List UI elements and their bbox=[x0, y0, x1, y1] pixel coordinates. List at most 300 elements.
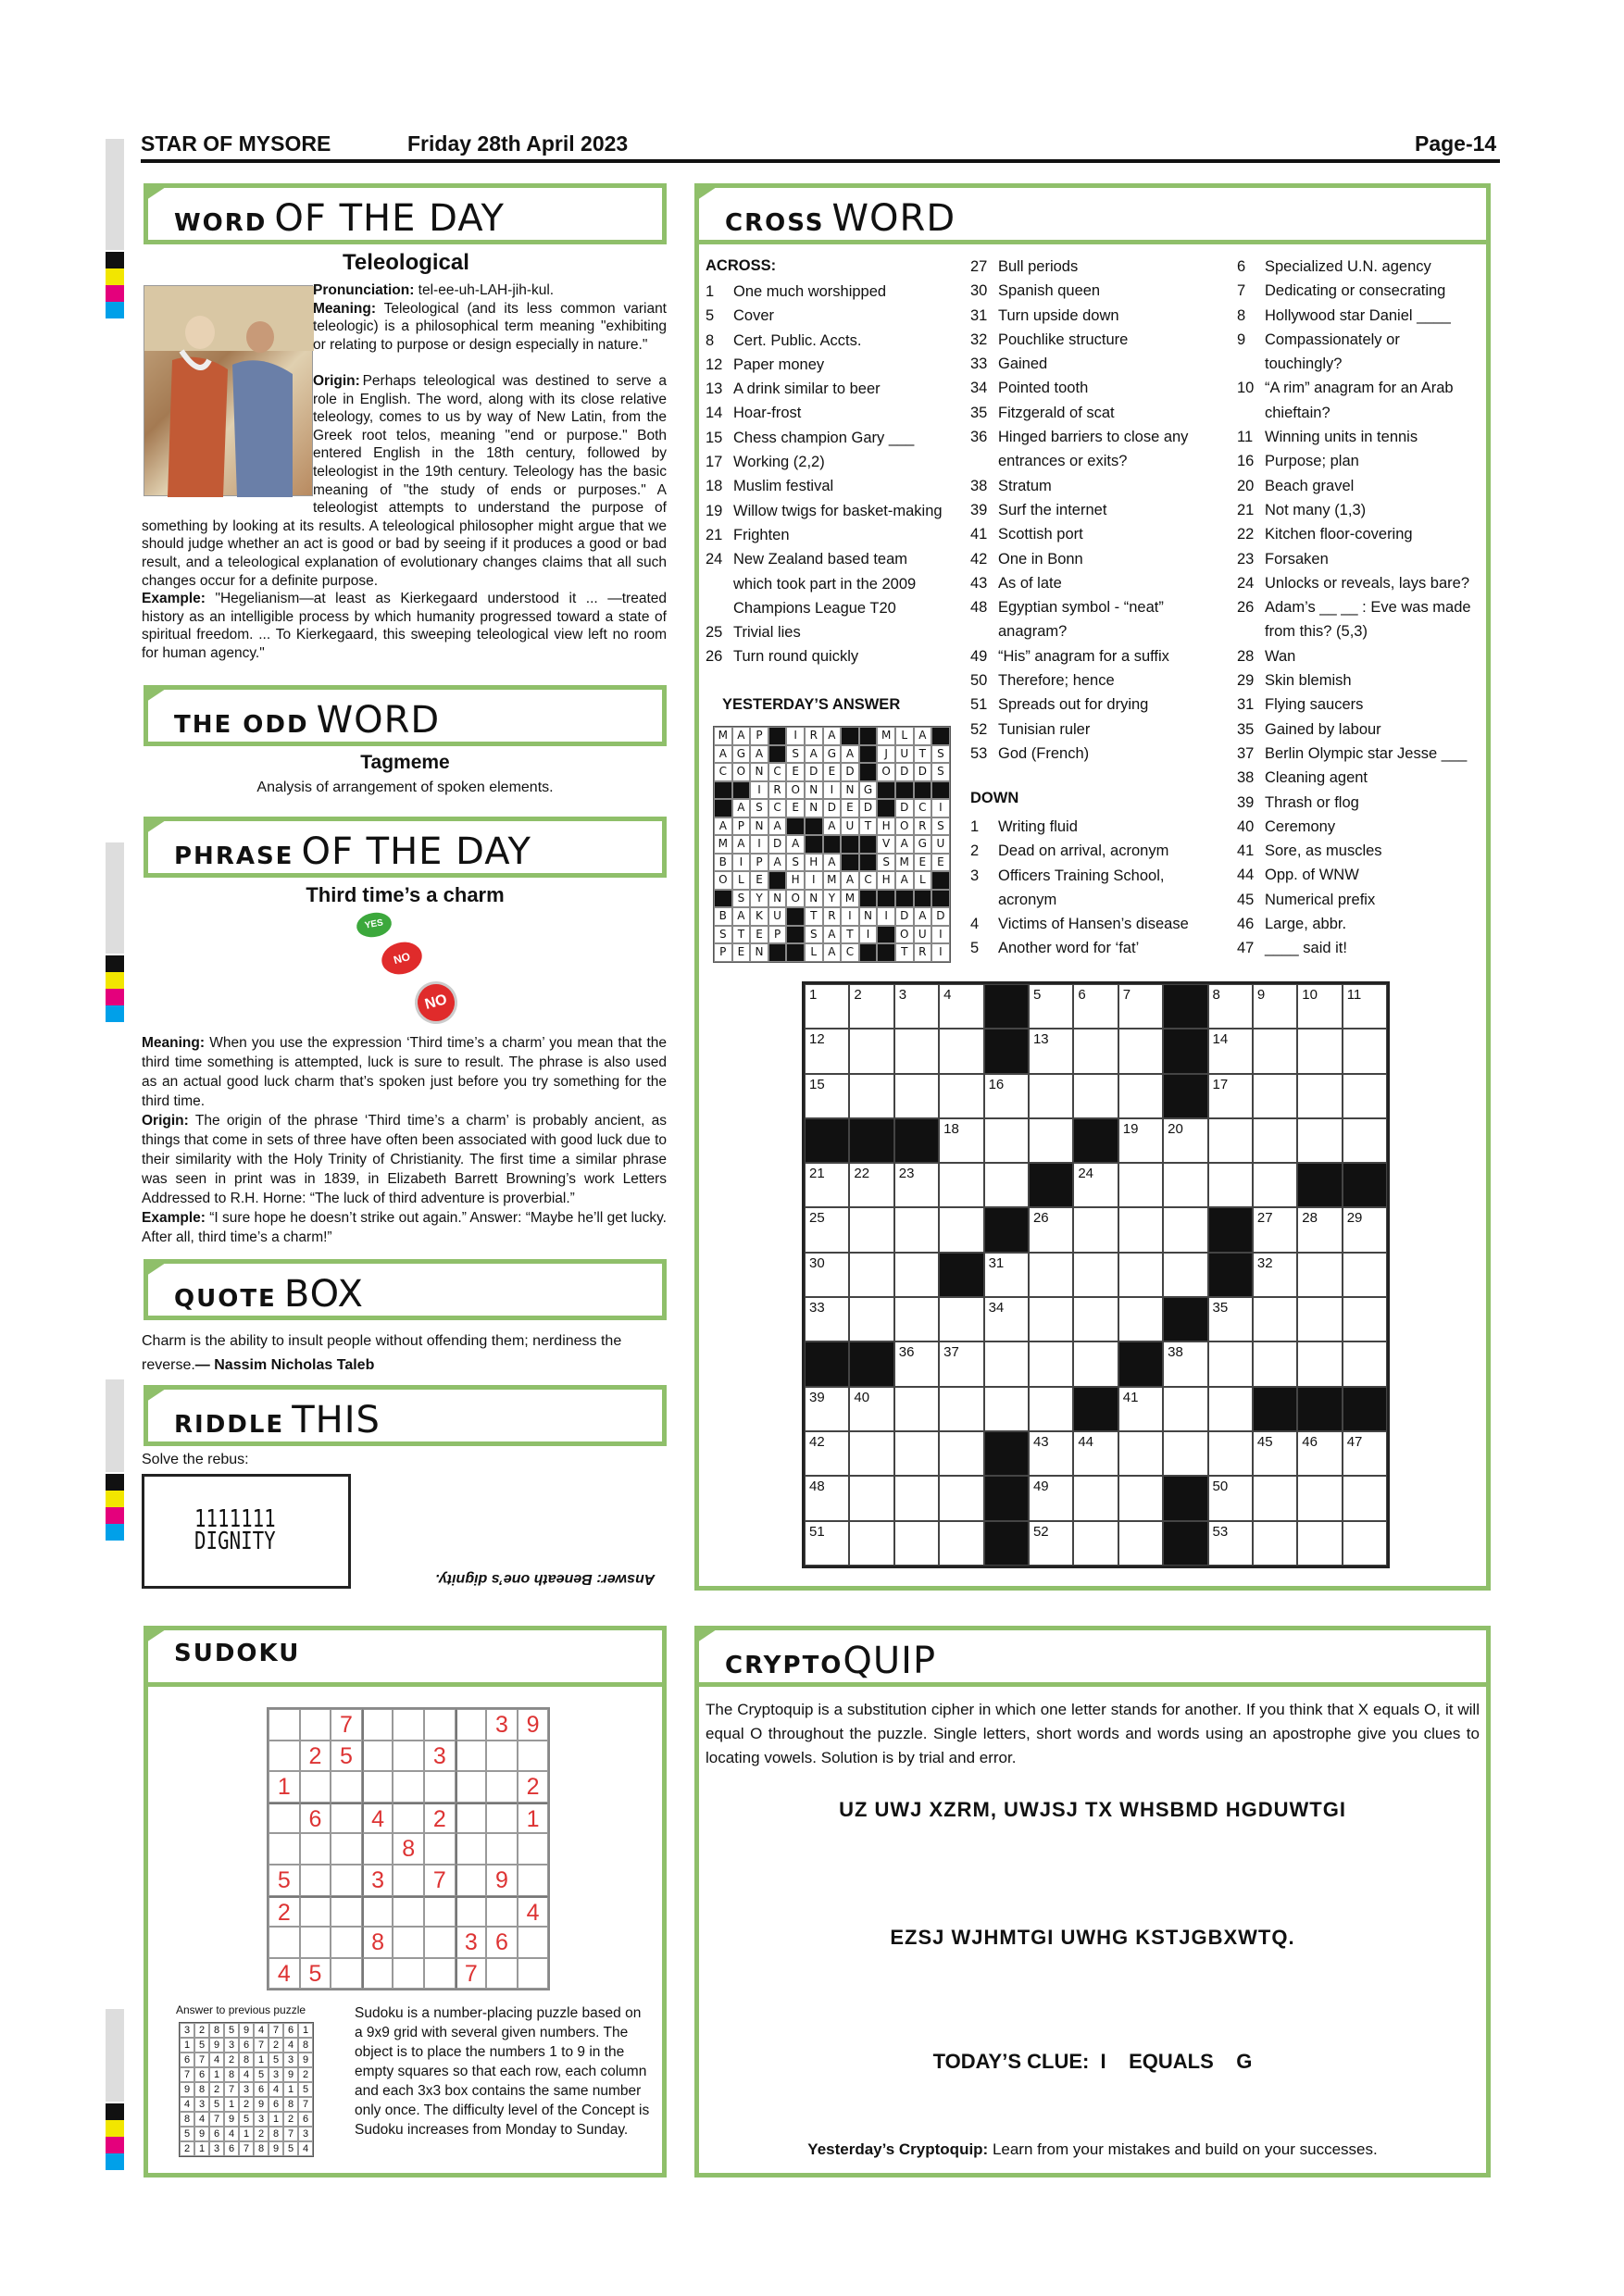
sudoku-cell[interactable]: 1 bbox=[518, 1803, 549, 1834]
sudoku-cell[interactable]: 7 bbox=[456, 1958, 487, 1990]
sudoku-cell[interactable] bbox=[300, 1865, 331, 1896]
crossword-cell[interactable] bbox=[1163, 1207, 1207, 1252]
answer-cell bbox=[841, 835, 859, 854]
sudoku-cell[interactable] bbox=[331, 1771, 362, 1803]
crossword-cell[interactable] bbox=[1297, 1074, 1342, 1118]
crossword-cell[interactable] bbox=[894, 1431, 939, 1476]
crossword-cell[interactable] bbox=[1253, 1118, 1297, 1163]
crossword-cell[interactable]: 8 bbox=[1208, 984, 1253, 1029]
crossword-cell[interactable] bbox=[1253, 1297, 1297, 1341]
crossword-cell[interactable]: 28 bbox=[1297, 1207, 1342, 1252]
answer-cell: O bbox=[877, 763, 895, 781]
crossword-cell[interactable] bbox=[939, 1476, 983, 1520]
black-square bbox=[1297, 1163, 1342, 1207]
clue-row: 47 ____ said it! bbox=[1237, 940, 1347, 957]
sudoku-cell[interactable]: 2 bbox=[424, 1803, 456, 1834]
crossword-cell[interactable] bbox=[1073, 1297, 1118, 1341]
crossword-cell[interactable] bbox=[1029, 1074, 1073, 1118]
crossword-cell[interactable] bbox=[1073, 1476, 1118, 1520]
sudoku-cell[interactable] bbox=[518, 1958, 549, 1990]
crossword-cell[interactable]: 42 bbox=[805, 1431, 849, 1476]
crossword-cell[interactable] bbox=[1343, 1521, 1387, 1566]
sudoku-cell[interactable] bbox=[518, 1865, 549, 1896]
crossword-cell[interactable] bbox=[894, 1297, 939, 1341]
crossword-cell[interactable]: 40 bbox=[849, 1387, 893, 1431]
crossword-cell[interactable] bbox=[1118, 1431, 1163, 1476]
clue-row: 40 Ceremony bbox=[1237, 817, 1336, 835]
section-head-cryptoquip: CRYPTOQUIP bbox=[694, 1626, 1491, 1687]
crossword-cell[interactable] bbox=[1208, 1341, 1253, 1386]
crossword-cell[interactable] bbox=[984, 1118, 1029, 1163]
clue-row: 32 Pouchlike structure bbox=[970, 331, 1129, 348]
sudoku-cell[interactable] bbox=[486, 1958, 518, 1990]
sudoku-cell[interactable] bbox=[362, 1709, 394, 1741]
sudoku-cell[interactable] bbox=[300, 1896, 331, 1928]
crossword-cell[interactable] bbox=[1253, 1163, 1297, 1207]
answer-cell bbox=[895, 890, 914, 908]
crossword-cell[interactable] bbox=[939, 1029, 983, 1073]
answer-cell: A bbox=[823, 943, 842, 962]
crossword-cell[interactable] bbox=[1343, 1297, 1387, 1341]
answer-cell: H bbox=[805, 854, 823, 872]
crossword-cell[interactable] bbox=[1029, 1387, 1073, 1431]
crossword-cell[interactable]: 3 bbox=[894, 984, 939, 1029]
crossword-cell[interactable] bbox=[894, 1521, 939, 1566]
crossword-cell[interactable] bbox=[1118, 1521, 1163, 1566]
crossword-cell[interactable] bbox=[939, 1163, 983, 1207]
sudoku-cell[interactable]: 7 bbox=[331, 1709, 362, 1741]
sudoku-cell[interactable] bbox=[362, 1833, 394, 1865]
sudoku-cell[interactable] bbox=[424, 1771, 456, 1803]
crossword-cell[interactable] bbox=[849, 1253, 893, 1297]
crossword-cell[interactable] bbox=[939, 1297, 983, 1341]
crossword-cell[interactable] bbox=[939, 1431, 983, 1476]
crossword-cell[interactable] bbox=[849, 1207, 893, 1252]
answer-cell: B bbox=[714, 907, 732, 926]
sudoku-cell[interactable]: 3 bbox=[486, 1709, 518, 1741]
sudoku-cell[interactable] bbox=[424, 1958, 456, 1990]
sudoku-cell[interactable] bbox=[269, 1833, 300, 1865]
crossword-cell[interactable] bbox=[894, 1476, 939, 1520]
crossword-cell[interactable] bbox=[849, 1521, 893, 1566]
crossword-cell[interactable] bbox=[849, 1297, 893, 1341]
sudoku-cell[interactable] bbox=[362, 1771, 394, 1803]
answer-cell: D bbox=[805, 763, 823, 781]
sudoku-cell[interactable] bbox=[456, 1709, 487, 1741]
crossword-cell[interactable] bbox=[1029, 1118, 1073, 1163]
crossword-cell[interactable] bbox=[1118, 1297, 1163, 1341]
crossword-cell[interactable] bbox=[1029, 1297, 1073, 1341]
crossword-cell[interactable]: 18 bbox=[939, 1118, 983, 1163]
crossword-cell[interactable] bbox=[984, 1163, 1029, 1207]
sudoku-cell[interactable] bbox=[393, 1709, 424, 1741]
sudoku-cell[interactable] bbox=[362, 1896, 394, 1928]
sudoku-cell[interactable]: 9 bbox=[518, 1709, 549, 1741]
crossword-cell[interactable] bbox=[849, 1476, 893, 1520]
crossword-cell[interactable] bbox=[939, 1074, 983, 1118]
clue-row: 48 Egyptian symbol - “neat” bbox=[970, 599, 1164, 617]
answer-cell: S bbox=[732, 890, 751, 908]
crossword-cell[interactable] bbox=[1343, 1029, 1387, 1073]
sudoku-cell[interactable] bbox=[331, 1927, 362, 1958]
crossword-cell[interactable] bbox=[1297, 1118, 1342, 1163]
crossword-cell[interactable] bbox=[1029, 1341, 1073, 1386]
sudoku-cell[interactable] bbox=[456, 1865, 487, 1896]
answer-cell: H bbox=[877, 871, 895, 890]
crossword-cell[interactable] bbox=[1118, 1074, 1163, 1118]
crossword-cell[interactable]: 34 bbox=[984, 1297, 1029, 1341]
clue-row: 30 Spanish queen bbox=[970, 282, 1101, 300]
answer-cell: 1 bbox=[224, 2097, 239, 2112]
sudoku-cell[interactable]: 2 bbox=[269, 1896, 300, 1928]
sudoku-cell[interactable]: 2 bbox=[518, 1771, 549, 1803]
crossword-cell[interactable] bbox=[1297, 1341, 1342, 1386]
crossword-cell[interactable]: 25 bbox=[805, 1207, 849, 1252]
sudoku-cell[interactable]: 6 bbox=[486, 1927, 518, 1958]
crossword-cell[interactable] bbox=[849, 1431, 893, 1476]
answer-cell: A bbox=[732, 799, 751, 817]
crossword-cell[interactable] bbox=[1297, 1029, 1342, 1073]
sudoku-cell[interactable] bbox=[300, 1833, 331, 1865]
crossword-cell[interactable] bbox=[849, 1029, 893, 1073]
sudoku-cell[interactable]: 1 bbox=[269, 1771, 300, 1803]
crossword-cell[interactable]: 32 bbox=[1253, 1253, 1297, 1297]
crossword-cell[interactable]: 30 bbox=[805, 1253, 849, 1297]
clue-row: 46 Large, abbr. bbox=[1237, 916, 1347, 933]
sudoku-cell[interactable] bbox=[456, 1833, 487, 1865]
answer-cell bbox=[786, 817, 805, 836]
sudoku-cell[interactable]: 5 bbox=[269, 1865, 300, 1896]
sudoku-cell[interactable]: 6 bbox=[300, 1803, 331, 1834]
crossword-cell[interactable] bbox=[1208, 1431, 1253, 1476]
sudoku-cell[interactable] bbox=[456, 1803, 487, 1834]
crossword-cell[interactable] bbox=[1073, 1207, 1118, 1252]
answer-cell: 1 bbox=[254, 2053, 269, 2067]
answer-cell: I bbox=[786, 727, 805, 745]
crossword-cell[interactable]: 6 bbox=[1073, 984, 1118, 1029]
crossword-cell[interactable]: 1 bbox=[805, 984, 849, 1029]
crossword-cell[interactable] bbox=[1118, 1253, 1163, 1297]
sudoku-cell[interactable] bbox=[393, 1958, 424, 1990]
crossword-cell[interactable]: 23 bbox=[894, 1163, 939, 1207]
crossword-cell[interactable] bbox=[1118, 1476, 1163, 1520]
answer-cell: 8 bbox=[298, 2038, 313, 2053]
crossword-cell[interactable] bbox=[1163, 1431, 1207, 1476]
clue-row: 41 Scottish port bbox=[970, 526, 1083, 543]
crossword-cell[interactable]: 46 bbox=[1297, 1431, 1342, 1476]
sudoku-cell[interactable]: 5 bbox=[300, 1958, 331, 1990]
sudoku-cell[interactable] bbox=[300, 1771, 331, 1803]
crossword-cell[interactable]: 24 bbox=[1073, 1163, 1118, 1207]
crossword-cell[interactable]: 47 bbox=[1343, 1431, 1387, 1476]
crossword-cell[interactable]: 51 bbox=[805, 1521, 849, 1566]
crossword-cell[interactable] bbox=[939, 1387, 983, 1431]
answer-cell: 5 bbox=[239, 2112, 254, 2127]
crossword-cell[interactable]: 2 bbox=[849, 984, 893, 1029]
crossword-cell[interactable]: 11 bbox=[1343, 984, 1387, 1029]
crossword-cell[interactable]: 15 bbox=[805, 1074, 849, 1118]
clues-across-col1 bbox=[706, 280, 956, 669]
sudoku-cell[interactable] bbox=[456, 1741, 487, 1772]
crossword-cell[interactable] bbox=[939, 1521, 983, 1566]
crossword-cell[interactable] bbox=[1297, 1476, 1342, 1520]
crossword-cell[interactable]: 48 bbox=[805, 1476, 849, 1520]
crossword-cell[interactable]: 53 bbox=[1208, 1521, 1253, 1566]
sudoku-cell[interactable] bbox=[486, 1896, 518, 1928]
crossword-cell[interactable] bbox=[1343, 1074, 1387, 1118]
answer-cell bbox=[877, 890, 895, 908]
yesterday-answer-grid bbox=[713, 726, 951, 963]
answer-cell: D bbox=[841, 763, 859, 781]
sudoku-cell[interactable]: 2 bbox=[300, 1741, 331, 1772]
crossword-cell[interactable] bbox=[1208, 1163, 1253, 1207]
crossword-cell[interactable] bbox=[984, 1341, 1029, 1386]
crossword-cell[interactable]: 26 bbox=[1029, 1207, 1073, 1252]
crossword-cell[interactable] bbox=[894, 1074, 939, 1118]
sudoku-cell[interactable] bbox=[300, 1709, 331, 1741]
crossword-cell[interactable]: 4 bbox=[939, 984, 983, 1029]
sudoku-cell[interactable] bbox=[486, 1833, 518, 1865]
crossword-cell[interactable]: 16 bbox=[984, 1074, 1029, 1118]
sudoku-cell[interactable]: 3 bbox=[456, 1927, 487, 1958]
answer-cell: 3 bbox=[209, 2141, 224, 2156]
answer-cell bbox=[786, 943, 805, 962]
answer-cell: 2 bbox=[194, 2023, 209, 2038]
answer-cell: O bbox=[786, 781, 805, 800]
answer-cell: R bbox=[768, 781, 787, 800]
sudoku-cell[interactable] bbox=[362, 1741, 394, 1772]
crossword-cell[interactable]: 38 bbox=[1163, 1341, 1207, 1386]
clue-row: 29 Skin blemish bbox=[1237, 672, 1352, 690]
answer-cell: 1 bbox=[269, 2112, 283, 2127]
sudoku-cell[interactable]: 3 bbox=[362, 1865, 394, 1896]
black-square bbox=[1163, 1074, 1207, 1118]
cryptoquip-line-1: UZ UWJ XZRM, UWJSJ TX WHSBMD HGDUWTGI bbox=[839, 1798, 1346, 1821]
answer-cell: N bbox=[805, 781, 823, 800]
answer-cell: D bbox=[895, 799, 914, 817]
sudoku-cell[interactable] bbox=[424, 1709, 456, 1741]
answer-cell bbox=[841, 727, 859, 745]
answer-cell: 1 bbox=[298, 2023, 313, 2038]
crossword-cell[interactable] bbox=[1343, 1253, 1387, 1297]
crossword-cell[interactable] bbox=[1253, 1521, 1297, 1566]
sudoku-cell[interactable] bbox=[486, 1771, 518, 1803]
answer-cell: L bbox=[895, 727, 914, 745]
answer-cell: G bbox=[732, 745, 751, 764]
crossword-cell[interactable]: 31 bbox=[984, 1253, 1029, 1297]
sudoku-cell[interactable] bbox=[393, 1803, 424, 1834]
clue-row: 51 Spreads out for drying bbox=[970, 696, 1149, 714]
answer-cell: A bbox=[714, 745, 732, 764]
sudoku-cell[interactable]: 4 bbox=[518, 1896, 549, 1928]
crossword-cell[interactable]: 45 bbox=[1253, 1431, 1297, 1476]
sudoku-cell[interactable]: 8 bbox=[362, 1927, 394, 1958]
crossword-cell[interactable] bbox=[1343, 1476, 1387, 1520]
sudoku-cell[interactable] bbox=[362, 1958, 394, 1990]
crossword-cell[interactable]: 12 bbox=[805, 1029, 849, 1073]
crossword-cell[interactable]: 41 bbox=[1118, 1387, 1163, 1431]
clue-row: 26 Turn round quickly bbox=[706, 648, 859, 666]
wotd-origin-first: Origin: bbox=[313, 373, 360, 389]
crossword-cell[interactable]: 36 bbox=[894, 1341, 939, 1386]
clue-row: 8 Cert. Public. Accts. bbox=[706, 331, 862, 349]
sudoku-cell[interactable] bbox=[331, 1958, 362, 1990]
crossword-cell[interactable] bbox=[849, 1074, 893, 1118]
crossword-cell[interactable]: 33 bbox=[805, 1297, 849, 1341]
answer-cell: 7 bbox=[239, 2141, 254, 2156]
crossword-cell[interactable] bbox=[1118, 1163, 1163, 1207]
crossword-cell[interactable]: 50 bbox=[1208, 1476, 1253, 1520]
crossword-cell[interactable]: 13 bbox=[1029, 1029, 1073, 1073]
answer-cell bbox=[859, 835, 878, 854]
crossword-cell[interactable] bbox=[1073, 1074, 1118, 1118]
cmyk-mark bbox=[106, 955, 124, 1022]
crossword-cell[interactable] bbox=[1253, 1029, 1297, 1073]
margin-bar bbox=[106, 2009, 124, 2102]
crossword-cell[interactable] bbox=[1029, 1253, 1073, 1297]
clue-row: 16 Purpose; plan bbox=[1237, 453, 1359, 470]
crossword-cell[interactable]: 10 bbox=[1297, 984, 1342, 1029]
sudoku-cell[interactable] bbox=[393, 1771, 424, 1803]
crossword-cell[interactable] bbox=[1253, 1074, 1297, 1118]
answer-cell: U bbox=[914, 926, 932, 944]
crossword-cell[interactable]: 19 bbox=[1118, 1118, 1163, 1163]
sudoku-cell[interactable]: 9 bbox=[486, 1865, 518, 1896]
crossword-cell[interactable]: 17 bbox=[1208, 1074, 1253, 1118]
crossword-cell[interactable]: 21 bbox=[805, 1163, 849, 1207]
crossword-cell[interactable] bbox=[1118, 1029, 1163, 1073]
answer-cell: A bbox=[823, 926, 842, 944]
answer-cell: N bbox=[750, 943, 768, 962]
crossword-cell[interactable]: 43 bbox=[1029, 1431, 1073, 1476]
sudoku-cell[interactable] bbox=[518, 1927, 549, 1958]
crossword-cell[interactable] bbox=[1073, 1341, 1118, 1386]
answer-cell: A bbox=[914, 907, 932, 926]
header-rule bbox=[141, 159, 1500, 163]
crossword-grid bbox=[802, 981, 1390, 1568]
sudoku-cell[interactable] bbox=[331, 1803, 362, 1834]
crossword-cell[interactable]: 27 bbox=[1253, 1207, 1297, 1252]
sudoku-cell[interactable] bbox=[393, 1865, 424, 1896]
rebus-box bbox=[142, 1474, 351, 1589]
answer-cell: 1 bbox=[209, 2067, 224, 2082]
crossword-cell[interactable]: 29 bbox=[1343, 1207, 1387, 1252]
sudoku-cell[interactable] bbox=[393, 1741, 424, 1772]
sudoku-cell[interactable] bbox=[486, 1803, 518, 1834]
answer-cell: A bbox=[914, 727, 932, 745]
crossword-cell[interactable] bbox=[1073, 1253, 1118, 1297]
crossword-cell[interactable] bbox=[1163, 1387, 1207, 1431]
crossword-cell[interactable] bbox=[1208, 1118, 1253, 1163]
crossword-cell[interactable] bbox=[1073, 1521, 1118, 1566]
answer-cell: A bbox=[786, 835, 805, 854]
crossword-cell[interactable]: 7 bbox=[1118, 984, 1163, 1029]
crossword-cell[interactable] bbox=[894, 1029, 939, 1073]
crossword-cell[interactable] bbox=[1163, 1163, 1207, 1207]
sudoku-grid[interactable] bbox=[267, 1707, 550, 1990]
answer-cell: 3 bbox=[269, 2067, 283, 2082]
sudoku-cell[interactable]: 8 bbox=[393, 1833, 424, 1865]
answer-cell: I bbox=[732, 854, 751, 872]
sudoku-cell[interactable] bbox=[331, 1833, 362, 1865]
crossword-cell[interactable]: 39 bbox=[805, 1387, 849, 1431]
sudoku-cell[interactable] bbox=[331, 1896, 362, 1928]
crossword-cell[interactable] bbox=[894, 1387, 939, 1431]
answer-cell: 7 bbox=[194, 2053, 209, 2067]
crossword-cell[interactable] bbox=[1297, 1253, 1342, 1297]
sudoku-cell[interactable]: 7 bbox=[424, 1865, 456, 1896]
clue-row: 19 Willow twigs for basket-making bbox=[706, 502, 943, 519]
crossword-cell[interactable]: 35 bbox=[1208, 1297, 1253, 1341]
crossword-cell[interactable] bbox=[894, 1207, 939, 1252]
sudoku-cell[interactable] bbox=[424, 1896, 456, 1928]
sudoku-cell[interactable] bbox=[269, 1927, 300, 1958]
crossword-cell[interactable] bbox=[1343, 1118, 1387, 1163]
crossword-cell[interactable]: 49 bbox=[1029, 1476, 1073, 1520]
crossword-cell[interactable] bbox=[1253, 1476, 1297, 1520]
crossword-cell[interactable]: 37 bbox=[939, 1341, 983, 1386]
crossword-cell[interactable] bbox=[1253, 1341, 1297, 1386]
riddle-answer: Answer: Beneath one’s dignity. bbox=[435, 1571, 656, 1587]
sudoku-cell[interactable] bbox=[456, 1771, 487, 1803]
crossword-cell[interactable] bbox=[1163, 1253, 1207, 1297]
sudoku-cell[interactable]: 3 bbox=[424, 1741, 456, 1772]
sudoku-cell[interactable] bbox=[269, 1803, 300, 1834]
sudoku-cell[interactable] bbox=[331, 1865, 362, 1896]
answer-cell bbox=[914, 781, 932, 800]
crossword-cell[interactable] bbox=[1297, 1297, 1342, 1341]
black-square bbox=[1073, 1118, 1118, 1163]
crossword-cell[interactable] bbox=[1208, 1387, 1253, 1431]
crossword-cell[interactable]: 14 bbox=[1208, 1029, 1253, 1073]
sudoku-cell[interactable] bbox=[456, 1896, 487, 1928]
crossword-cell[interactable] bbox=[1073, 1029, 1118, 1073]
sudoku-cell[interactable] bbox=[518, 1833, 549, 1865]
sudoku-cell[interactable] bbox=[300, 1927, 331, 1958]
sudoku-cell[interactable] bbox=[424, 1927, 456, 1958]
black-square bbox=[984, 1029, 1029, 1073]
sudoku-cell[interactable] bbox=[393, 1927, 424, 1958]
crossword-cell[interactable] bbox=[939, 1207, 983, 1252]
sudoku-cell[interactable] bbox=[269, 1709, 300, 1741]
sudoku-cell[interactable] bbox=[393, 1896, 424, 1928]
clue-row: 38 Cleaning agent bbox=[1237, 769, 1368, 787]
sudoku-cell[interactable] bbox=[518, 1741, 549, 1772]
crossword-cell[interactable] bbox=[894, 1253, 939, 1297]
clue-row: 34 Pointed tooth bbox=[970, 380, 1089, 397]
crossword-cell[interactable] bbox=[1297, 1521, 1342, 1566]
sudoku-cell[interactable]: 4 bbox=[362, 1803, 394, 1834]
crossword-cell[interactable]: 52 bbox=[1029, 1521, 1073, 1566]
crossword-cell[interactable] bbox=[1118, 1207, 1163, 1252]
sudoku-cell[interactable]: 4 bbox=[269, 1958, 300, 1990]
black-square bbox=[984, 1521, 1029, 1566]
crossword-cell[interactable]: 44 bbox=[1073, 1431, 1118, 1476]
answer-cell: I bbox=[823, 781, 842, 800]
crossword-cell[interactable]: 20 bbox=[1163, 1118, 1207, 1163]
sudoku-cell[interactable] bbox=[486, 1741, 518, 1772]
crossword-cell[interactable] bbox=[984, 1387, 1029, 1431]
crossword-cell[interactable]: 9 bbox=[1253, 984, 1297, 1029]
crossword-cell[interactable] bbox=[1343, 1341, 1387, 1386]
crossword-cell[interactable]: 22 bbox=[849, 1163, 893, 1207]
clue-row: 23 Forsaken bbox=[1237, 550, 1329, 568]
sudoku-cell[interactable]: 5 bbox=[331, 1741, 362, 1772]
sudoku-cell[interactable] bbox=[424, 1833, 456, 1865]
answer-cell: 9 bbox=[283, 2067, 298, 2082]
sudoku-cell[interactable] bbox=[269, 1741, 300, 1772]
crossword-cell[interactable]: 5 bbox=[1029, 984, 1073, 1029]
